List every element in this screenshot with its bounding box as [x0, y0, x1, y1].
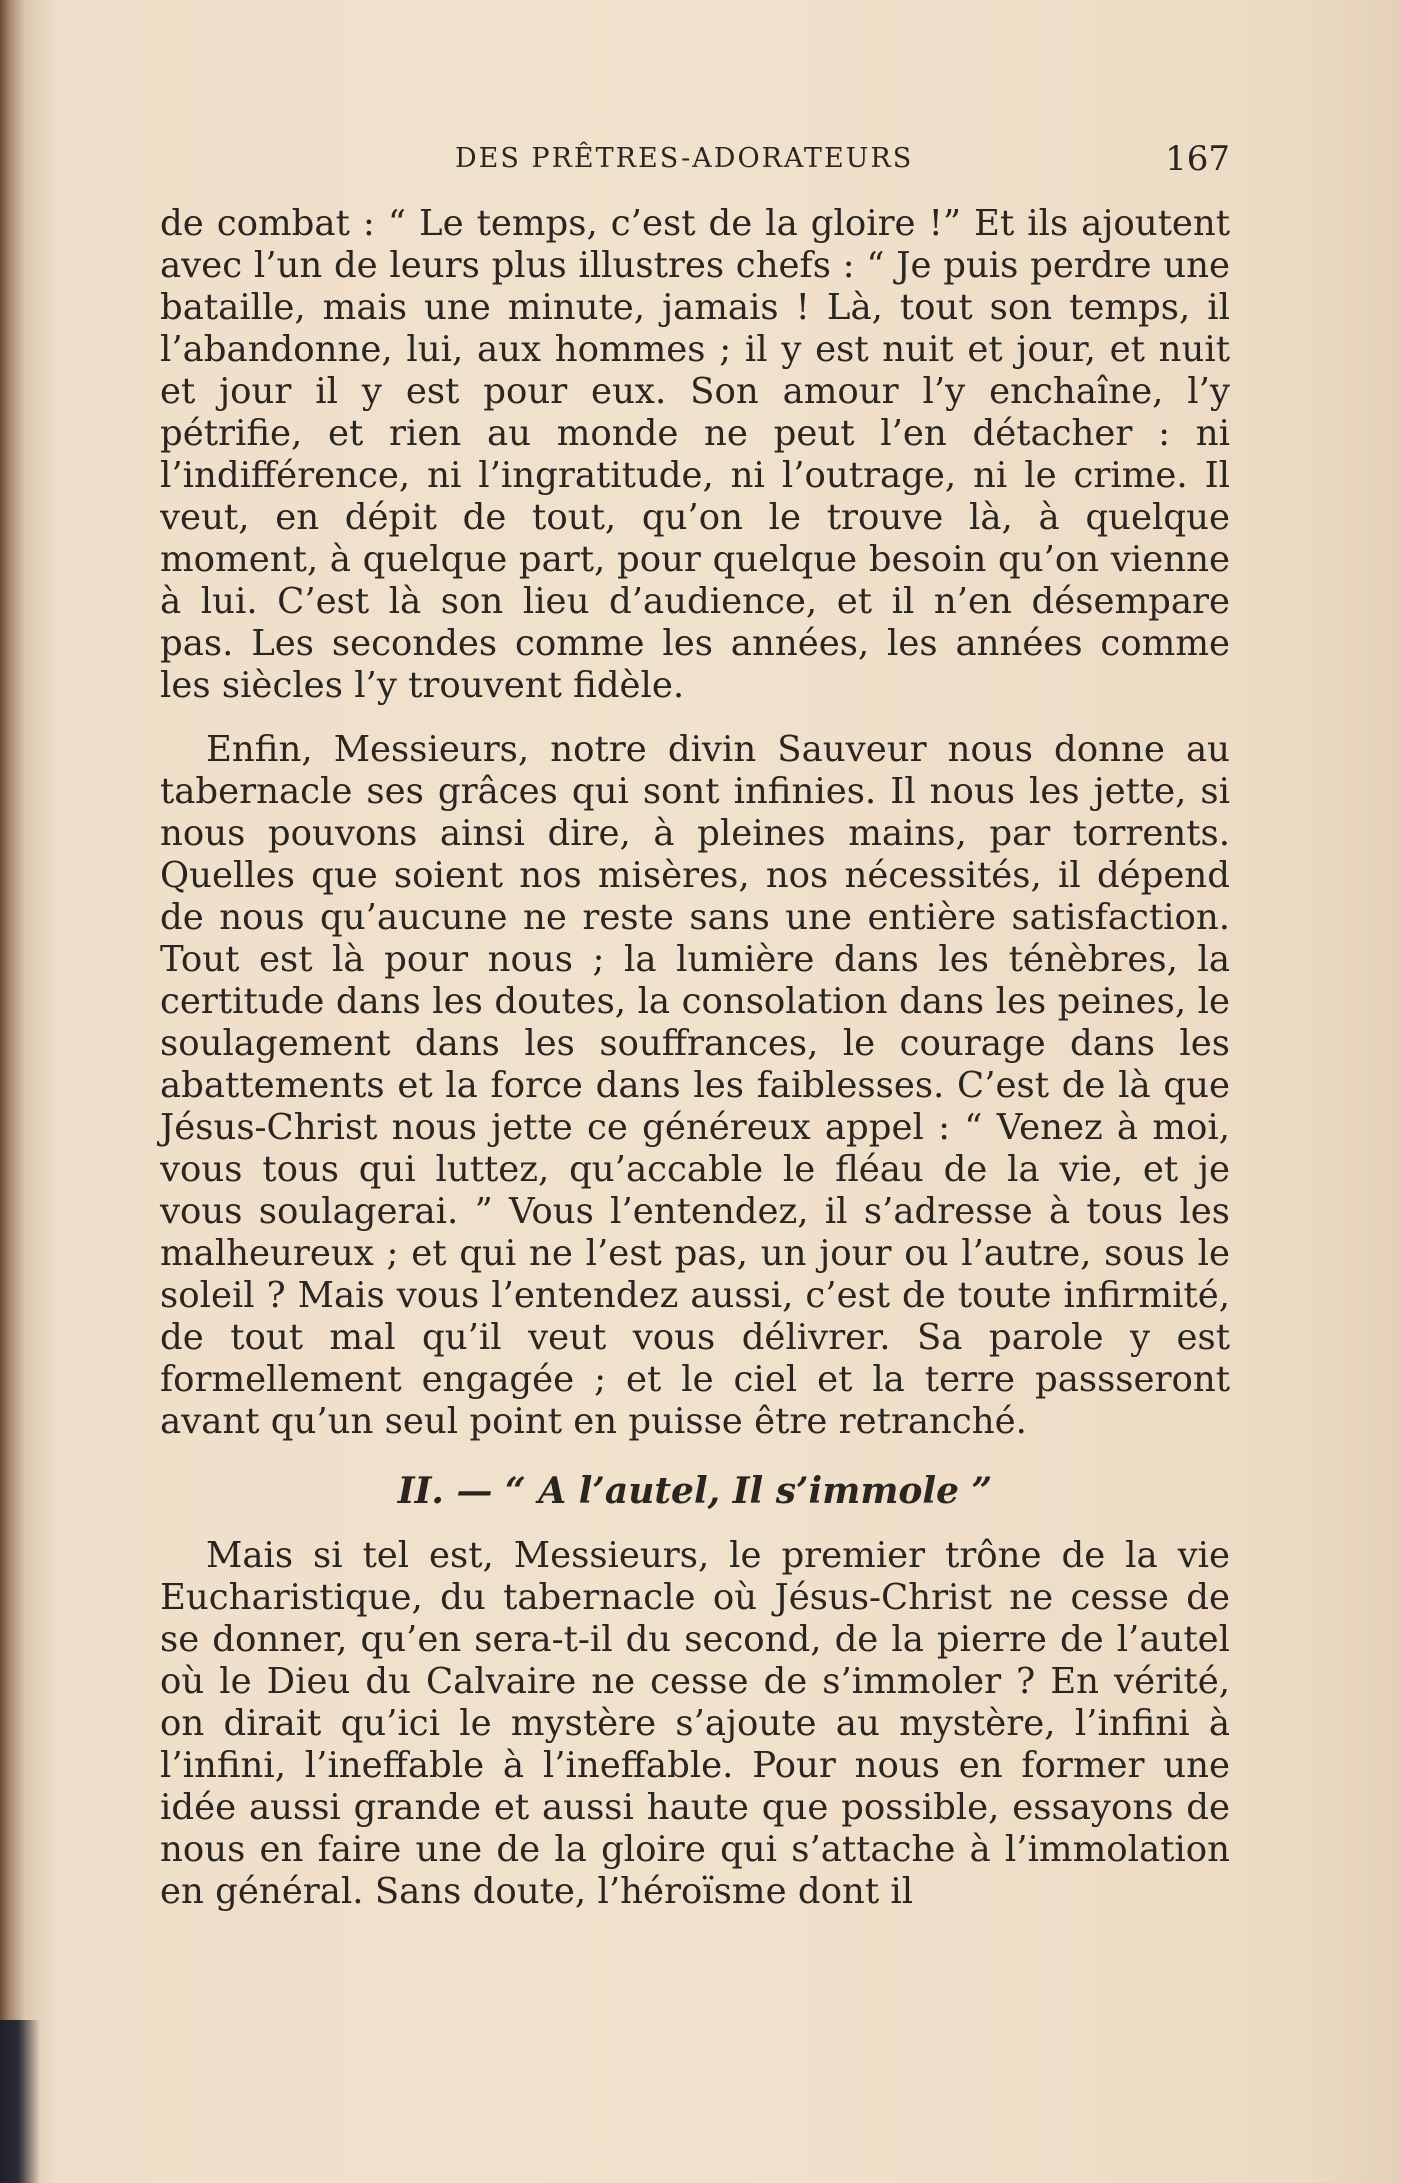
running-title: DES PRÊTRES-ADORATEURS: [455, 143, 914, 174]
body-text: [160, 203, 1230, 1913]
section-heading: II. — “ A l’autel, Il s’immole ”: [397, 1470, 993, 1512]
paragraph-2: Enfin, Messieurs, notre divin Sauveur nous donne au tabernacle ses grâces qui sont infinies. Il nous les jette, si nous pouvons ainsi dire, à pleines mains, par torrents. Quelles que soient nos misères, nos nécessités, il dépend de nous qu’aucune ne reste sans une entière satisfaction. Tout est là pour nous ; la lumière dans les ténèbres, la certitude dans les doutes, la consolation dans les peines, le soulagement dans les souffrances, le courage dans les abattements et la force dans les faiblesses. C’est de là que Jésus-Christ nous jette ce généreux appel : “ Venez à moi, vous tous qui luttez, qu’accable le fléau de la vie, et je vous soulagerai. ” Vous l’entendez, il s’adresse à tous les malheureux ; et qui ne l’est pas, un jour ou l’autre, sous le soleil ? Mais vous l’entendez aussi, c’est de toute infirmité, de tout mal qu’il veut vous délivrer. Sa parole y est formellement engagée ; et le ciel et la terre passseront avant qu’un seul point en puisse être retranché.: [160, 729, 1230, 1442]
page-number: 167: [1165, 139, 1230, 179]
running-header: [160, 139, 1230, 183]
book-spine-shadow: [0, 2020, 40, 2183]
paragraph-3: Mais si tel est, Messieurs, le premier trône de la vie Eucharistique, du tabernacle où Jésus-Christ ne cesse de se donner, qu’en sera-t-il du second, de la pierre de l’autel où le Dieu du Calvaire ne cesse de s’immoler ? En vérité, on dirait qu’ici le mystère s’ajoute au mystère, l’infini à l’infini, l’ineffable à l’ineffable. Pour nous en former une idée aussi grande et aussi haute que possible, essayons de nous en faire une de la gloire qui s’attache à l’immolation en général. Sans doute, l’héroïsme dont il: [160, 1535, 1230, 1912]
paragraph-1: de combat : “ Le temps, c’est de la gloire !” Et ils ajoutent avec l’un de leurs plus illustres chefs : “ Je puis perdre une bataille, mais une minute, jamais ! Là, tout son temps, il l’abandonne, lui, aux hommes ; il y est nuit et jour, et nuit et jour il y est pour eux. Son amour l’y enchaîne, l’y pétrifie, et rien au monde ne peut l’en détacher : ni l’indifférence, ni l’ingratitude, ni l’outrage, ni le crime. Il veut, en dépit de tout, qu’on le trouve là, à quelque moment, à quelque part, pour quelque besoin qu’on vienne à lui. C’est là son lieu d’audience, et il n’en désempare pas. Les secondes comme les années, les années comme les siècles l’y trouvent fidèle.: [160, 203, 1230, 706]
